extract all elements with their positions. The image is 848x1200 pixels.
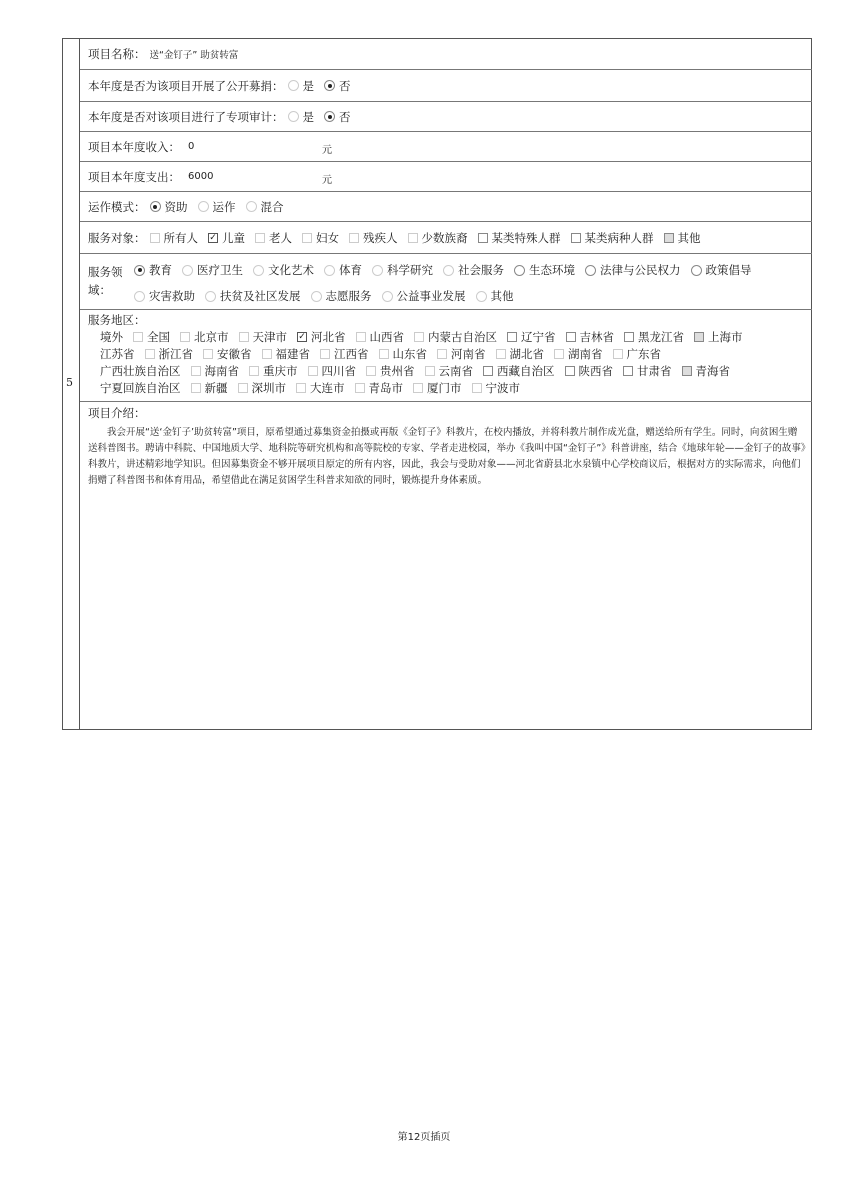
regions-row4: [100, 380, 530, 396]
field-education[interactable]: 教育: [134, 262, 172, 278]
field-sports[interactable]: 体育: [324, 262, 362, 278]
checkbox-icon: [554, 349, 564, 359]
region-shanghai[interactable]: 上海市: [694, 329, 743, 345]
checkbox-checked-icon: [297, 332, 307, 342]
radio-icon: [182, 265, 193, 276]
radio-icon: [382, 291, 393, 302]
expense-value: 6000: [188, 171, 214, 182]
checkbox-icon: [571, 233, 581, 243]
target-disease-group[interactable]: 某类病种人群: [571, 230, 654, 246]
target-all[interactable]: 所有人: [150, 230, 199, 246]
radio-icon: [476, 291, 487, 302]
region-liaoning[interactable]: 辽宁省: [507, 329, 556, 345]
regions-row1: [100, 329, 753, 345]
special-audit-no[interactable]: 否: [324, 109, 351, 125]
region-sichuan[interactable]: 四川省: [308, 363, 357, 379]
region-yunnan[interactable]: 云南省: [425, 363, 474, 379]
radio-icon: [585, 265, 596, 276]
expense-unit: 元: [322, 175, 332, 186]
radio-icon: [372, 265, 383, 276]
checkbox-icon: [478, 233, 488, 243]
checkbox-icon: [664, 233, 674, 243]
radio-icon: [253, 265, 264, 276]
radio-icon: [134, 291, 145, 302]
radio-icon: [691, 265, 702, 276]
region-fujian[interactable]: 福建省: [262, 346, 311, 362]
region-shandong[interactable]: 山东省: [379, 346, 428, 362]
service-targets-label: 服务对象：: [88, 230, 146, 245]
field-disaster[interactable]: 灾害救助: [134, 288, 195, 304]
target-elderly[interactable]: 老人: [255, 230, 292, 246]
service-targets-row: [80, 222, 812, 254]
project-name-value: 送“金钉子” 助贫转富: [149, 49, 239, 61]
target-special-group[interactable]: 某类特殊人群: [478, 230, 561, 246]
region-national[interactable]: 全国: [133, 329, 170, 345]
region-tibet[interactable]: 西藏自治区: [483, 363, 555, 379]
checkbox-icon: [238, 383, 248, 393]
region-guangdong[interactable]: 广东省: [613, 346, 662, 362]
checkbox-icon: [249, 366, 259, 376]
checkbox-icon: [613, 349, 623, 359]
radio-icon: [205, 291, 216, 302]
checkbox-icon: [180, 332, 190, 342]
checkbox-icon: [191, 383, 201, 393]
region-anhui[interactable]: 安徽省: [203, 346, 252, 362]
checkbox-icon: [349, 233, 359, 243]
field-health[interactable]: 医疗卫生: [182, 262, 243, 278]
checkbox-icon: [302, 233, 312, 243]
service-fields-row2: [134, 288, 524, 304]
service-regions-row: [80, 310, 812, 402]
income-unit: 元: [322, 145, 332, 156]
radio-icon: [288, 111, 299, 122]
checkbox-icon: [191, 366, 201, 376]
radio-icon: [288, 80, 299, 91]
checkbox-icon: [308, 366, 318, 376]
checkbox-icon: [507, 332, 517, 342]
public-fundraising-no[interactable]: 否: [324, 78, 351, 94]
radio-selected-icon: [134, 265, 145, 276]
checkbox-icon: [408, 233, 418, 243]
region-zhejiang[interactable]: 浙江省: [145, 346, 194, 362]
project-name-row: [80, 38, 812, 70]
region-hebei[interactable]: ✓ 河北省: [297, 329, 346, 345]
intro-label: 项目介绍：: [88, 406, 146, 420]
regions-row2: [100, 346, 671, 362]
field-social[interactable]: 社会服务: [443, 262, 504, 278]
checkbox-icon: [694, 332, 704, 342]
region-henan[interactable]: 河南省: [437, 346, 486, 362]
radio-icon: [514, 265, 525, 276]
checkbox-icon: [356, 332, 366, 342]
checkbox-icon: [623, 366, 633, 376]
checkbox-icon: [355, 383, 365, 393]
field-ecology[interactable]: 生态环境: [514, 262, 575, 278]
service-fields-row1: [134, 262, 762, 278]
region-qinghai[interactable]: 青海省: [682, 363, 731, 379]
field-public-welfare[interactable]: 公益事业发展: [382, 288, 466, 304]
field-law[interactable]: 法律与公民权力: [585, 262, 681, 278]
checkbox-icon: [472, 383, 482, 393]
checkbox-icon: [437, 349, 447, 359]
region-shenzhen[interactable]: 深圳市: [238, 380, 287, 396]
region-chongqing[interactable]: 重庆市: [249, 363, 298, 379]
service-fields-label-2: 域：: [88, 283, 111, 297]
public-fundraising-row: [80, 70, 812, 102]
radio-icon: [246, 201, 257, 212]
checkbox-icon: [255, 233, 265, 243]
region-xinjiang[interactable]: 新疆: [191, 380, 228, 396]
checkbox-icon: [296, 383, 306, 393]
checkbox-icon: [566, 332, 576, 342]
checkbox-icon: [150, 233, 160, 243]
field-policy[interactable]: 政策倡导: [691, 262, 752, 278]
checkbox-icon: [320, 349, 330, 359]
checkbox-checked-icon: [208, 233, 218, 243]
field-other[interactable]: 其他: [476, 288, 514, 304]
region-jiangsu[interactable]: 江苏省: [100, 347, 135, 361]
public-fundraising-yes[interactable]: 是: [288, 78, 315, 94]
expense-row: [80, 162, 812, 192]
region-tianjin[interactable]: 天津市: [239, 329, 288, 345]
checkbox-icon: [682, 366, 692, 376]
checkbox-icon: [145, 349, 155, 359]
region-beijing[interactable]: 北京市: [180, 329, 229, 345]
checkbox-icon: [483, 366, 493, 376]
radio-icon: [324, 265, 335, 276]
checkbox-icon: [496, 349, 506, 359]
region-xiamen[interactable]: 厦门市: [413, 380, 462, 396]
region-inner-mongolia[interactable]: 内蒙古自治区: [414, 329, 497, 345]
radio-icon: [443, 265, 454, 276]
region-ningbo[interactable]: 宁波市: [472, 380, 521, 396]
service-fields-label-1: 服务领: [88, 265, 123, 279]
service-fields-row: [80, 254, 812, 310]
mode-option-operate[interactable]: 运作: [198, 199, 236, 215]
special-audit-row: [80, 102, 812, 132]
mode-option-grant[interactable]: 资助: [150, 199, 188, 215]
radio-icon: [311, 291, 322, 302]
region-gansu[interactable]: 甘肃省: [623, 363, 672, 379]
public-fundraising-label: 本年度是否为该项目开展了公开募捐：: [88, 78, 284, 93]
checkbox-icon: [203, 349, 213, 359]
radio-selected-icon: [324, 111, 335, 122]
region-overseas[interactable]: 境外: [100, 330, 123, 344]
service-regions-label: 服务地区：: [88, 313, 146, 327]
region-guangxi[interactable]: 广西壮族自治区: [100, 364, 181, 378]
region-hainan[interactable]: 海南省: [191, 363, 240, 379]
region-jiangxi[interactable]: 江西省: [320, 346, 369, 362]
region-guizhou[interactable]: 贵州省: [366, 363, 415, 379]
checkbox-icon: [133, 332, 143, 342]
target-other[interactable]: 其他: [664, 230, 701, 246]
region-hunan[interactable]: 湖南省: [554, 346, 603, 362]
region-dalian[interactable]: 大连市: [296, 380, 345, 396]
region-hubei[interactable]: 湖北省: [496, 346, 545, 362]
special-audit-yes[interactable]: 是: [288, 109, 315, 125]
checkbox-icon: [425, 366, 435, 376]
intro-text: 我会开展“送‘金钉子’助贫转富”项目，原希望通过募集资金拍摄或再版《金钉子》科教片，在校内播放，并将科教片制作成光盘，赠送给所有学生。同时，向贫困生赠送科普图书。聘请中科院、中国地质大学、地科院等研究机构和高等院校的专家、学者走进校园，举办《我叫中国“金钉子”》科普讲座，结合《地球年轮——金钉子的故事》科教片，讲述精彩地学知识。但因募集资金不够开展项目原定的所有内容，因此，我会与受助对象——河北省蔚县北水泉镇中心学校商议后，根据对方的实际需求，向他们捐赠了科普图书和体育用品，希望借此在满足贫困学生科普求知欲的同时，锻炼提升身体素质。: [88, 427, 806, 486]
income-value: 0: [188, 141, 195, 152]
income-label: 项目本年度收入：: [88, 139, 180, 154]
project-name-label: 项目名称：: [88, 46, 146, 61]
checkbox-icon: [565, 366, 575, 376]
checkbox-icon: [262, 349, 272, 359]
region-shanxi[interactable]: 山西省: [356, 329, 405, 345]
radio-icon: [198, 201, 209, 212]
checkbox-icon: [379, 349, 389, 359]
radio-selected-icon: [324, 80, 335, 91]
special-audit-label: 本年度是否对该项目进行了专项审计：: [88, 109, 284, 124]
mode-option-mixed[interactable]: 混合: [246, 199, 284, 215]
target-minority[interactable]: 少数族裔: [408, 230, 468, 246]
checkbox-icon: [239, 332, 249, 342]
target-women[interactable]: 妇女: [302, 230, 339, 246]
field-poverty[interactable]: 扶贫及社区发展: [205, 288, 301, 304]
target-disabled[interactable]: 残疾人: [349, 230, 398, 246]
checkbox-icon: [413, 383, 423, 393]
field-science[interactable]: 科学研究: [372, 262, 433, 278]
radio-selected-icon: [150, 201, 161, 212]
region-qingdao[interactable]: 青岛市: [355, 380, 404, 396]
page-footer: 第12页插页: [397, 1132, 451, 1143]
checkbox-icon: [414, 332, 424, 342]
expense-label: 项目本年度支出：: [88, 169, 180, 184]
mode-label: 运作模式：: [88, 199, 146, 214]
mode-row: [80, 192, 812, 222]
regions-row3: [100, 363, 740, 379]
field-culture[interactable]: 文化艺术: [253, 262, 314, 278]
region-ningxia[interactable]: 宁夏回族自治区: [100, 381, 181, 395]
income-row: [80, 132, 812, 162]
checkbox-icon: [624, 332, 634, 342]
field-volunteer[interactable]: 志愿服务: [311, 288, 372, 304]
region-heilongjiang[interactable]: 黑龙江省: [624, 329, 684, 345]
region-jilin[interactable]: 吉林省: [566, 329, 615, 345]
row-number: 5: [66, 376, 73, 389]
target-children[interactable]: ✓ 儿童: [208, 230, 245, 246]
checkbox-icon: [366, 366, 376, 376]
region-shaanxi[interactable]: 陕西省: [565, 363, 614, 379]
